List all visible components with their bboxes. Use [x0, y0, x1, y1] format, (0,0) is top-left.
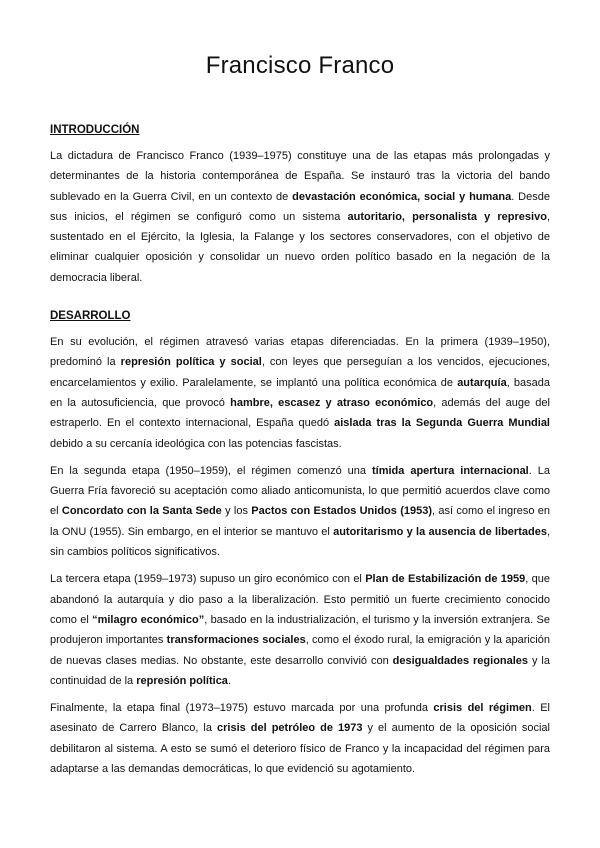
- section-heading-development: DESARROLLO: [50, 310, 131, 323]
- bold-run: autoritario, personalista y represivo: [347, 210, 547, 223]
- section-heading-introduction: INTRODUCCIÓN: [50, 124, 140, 136]
- development-paragraph-4: [50, 698, 550, 779]
- bold-run: autarquía: [457, 376, 507, 389]
- development-paragraph-1: [50, 332, 550, 454]
- text-run: , como el éxodo rural, la emigración y la aparición de nuevas clases medias. No obstante, este desarrollo convivió con: [50, 634, 550, 667]
- text-run: En su evolución, el régimen atravesó varias etapas diferenciadas. En la primera (1939–1950), predominó la: [50, 336, 550, 369]
- text-run: , basado en la industrialización, el turismo y la inversión extranjera. Se produjeron importantes: [50, 613, 550, 647]
- text-run: y los: [221, 505, 252, 518]
- text-run: y la continuidad de la: [50, 654, 550, 687]
- text-run: y el aumento de la oposición social debilitaron al sistema. A esto se sumó el deterioro físico de Franco y la incapacidad del régimen para adaptarse a las demandas democráticas, lo que evidenció su agotamiento.: [50, 722, 550, 776]
- bold-run: Plan de Estabilización de 1959: [365, 573, 526, 586]
- text-run: , sin cambios políticos significativos.: [50, 525, 550, 559]
- text-run: , así como el ingreso en la ONU (1955). Sin embargo, en el interior se mantuvo el: [50, 505, 551, 538]
- bold-run: desigualdades regionales: [392, 654, 529, 667]
- bold-run: devastación económica, social y humana: [292, 190, 512, 203]
- text-run: debido a su cercanía ideológica con las potencias fascistas.: [50, 437, 342, 450]
- bold-run: hambre, escasez y atraso económico: [230, 396, 434, 409]
- bold-run: tímida apertura internacional: [371, 464, 529, 477]
- text-run: , basada en la autosuficiencia, que provocó: [50, 376, 551, 409]
- text-run: La dictadura de Francisco Franco (1939–1975) constituye una de las etapas más prolongadas y determinantes de la historia contemporánea de España. Se instauró tras la victoria del bando sublevado en la Guerra Civil, en un contexto de: [50, 150, 550, 203]
- bold-run: Concordato con la Santa Sede: [61, 505, 222, 518]
- development-paragraph-3: [50, 569, 550, 691]
- text-run: , sustentado en el Ejército, la Iglesia, la Falange y los sectores conservadores, con el objetivo de eliminar cualquier oposición y consolidar un nuevo orden político basado en la negación de la democracia liberal.: [50, 210, 550, 284]
- development-paragraph-2: [50, 461, 550, 562]
- bold-run: represión política: [136, 674, 228, 687]
- text-run: Finalmente, la etapa final (1973–1975) estuvo marcada por una profunda: [50, 702, 434, 715]
- text-run: , con leyes que perseguían a los vencidos, ejecuciones, encarcelamientos y exilio. Paralelamente, se implantó una política económica de: [50, 356, 550, 389]
- text-run: .: [227, 674, 231, 687]
- text-run: En la segunda etapa (1950–1959), el régimen comenzó una: [50, 464, 372, 477]
- bold-run: “milagro económico”: [92, 613, 205, 626]
- text-run: . Desde sus inicios, el régimen se configuró como un sistema: [50, 190, 550, 223]
- text-run: . La Guerra Fría favoreció su aceptación como aliado anticomunista, lo que permitió acuerdos clave como el: [50, 464, 550, 518]
- document-title: Francisco Franco: [205, 52, 395, 79]
- bold-run: Pactos con Estados Unidos (1953): [251, 505, 432, 518]
- bold-run: aislada tras la Segunda Guerra Mundial: [334, 417, 550, 430]
- bold-run: crisis del petróleo de 1973: [217, 722, 363, 735]
- text-run: La tercera etapa (1959–1973) supuso un giro económico con el: [50, 573, 366, 586]
- bold-run: crisis del régimen: [433, 702, 532, 715]
- text-run: , además del auge del estraperlo. En el contexto internacional, España quedó: [50, 396, 550, 430]
- text-run: , que abandonó la autarquía y dio paso a la liberalización. Esto permitió un fuerte crecimiento conocido como el: [50, 573, 551, 626]
- introduction-body: [50, 146, 550, 288]
- bold-run: autoritarismo y la ausencia de libertades: [333, 525, 547, 538]
- intro-paragraph-1: [50, 146, 550, 288]
- text-run: . El asesinato de Carrero Blanco, la: [50, 702, 550, 735]
- bold-run: transformaciones sociales: [166, 634, 306, 647]
- development-body: [50, 332, 550, 779]
- bold-run: represión política y social: [120, 356, 262, 369]
